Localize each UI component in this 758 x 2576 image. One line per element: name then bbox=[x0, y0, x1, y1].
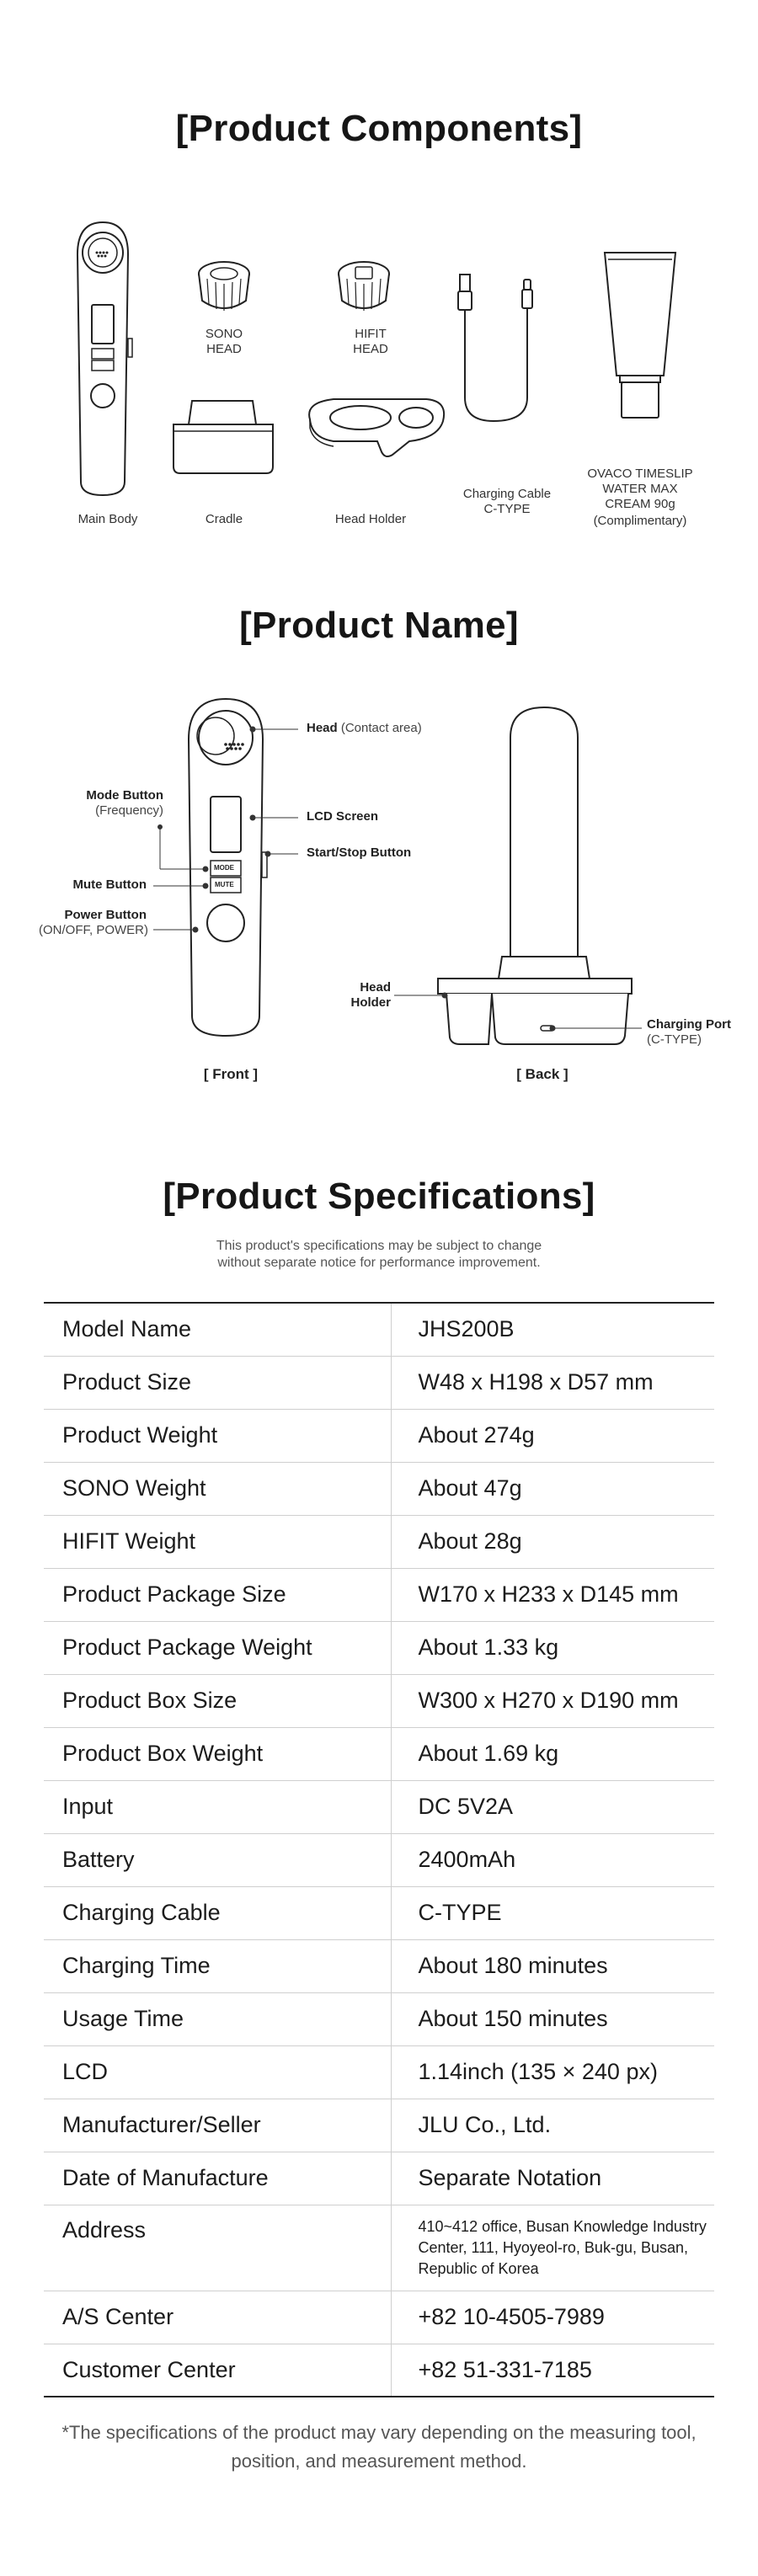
spec-value: W300 x H270 x D190 mm bbox=[418, 1688, 679, 1713]
names-title: [Product Name] bbox=[239, 605, 519, 646]
spec-value: JLU Co., Ltd. bbox=[418, 2112, 552, 2137]
spec-key: A/S Center bbox=[44, 2291, 391, 2344]
label-power-button: Power Button (ON/OFF, POWER) bbox=[39, 908, 148, 937]
table-row bbox=[44, 2205, 714, 2291]
spec-value: W170 x H233 x D145 mm bbox=[418, 1581, 679, 1607]
spec-key: Usage Time bbox=[44, 1992, 391, 2045]
spec-key: Charging Cable bbox=[44, 1886, 391, 1939]
spec-key: Product Box Weight bbox=[44, 1727, 391, 1780]
table-row bbox=[44, 1356, 714, 1409]
view-label-front: [ Front ] bbox=[203, 1066, 259, 1082]
spec-key: SONO Weight bbox=[44, 1462, 391, 1515]
table-row bbox=[44, 2045, 714, 2099]
spec-key: Model Name bbox=[44, 1303, 391, 1356]
table-row bbox=[44, 1515, 714, 1568]
table-row bbox=[44, 1674, 714, 1727]
table-row bbox=[44, 1833, 714, 1886]
label-head: Head (Contact area) bbox=[307, 721, 422, 735]
spec-table bbox=[44, 1302, 714, 2397]
spec-key: Battery bbox=[44, 1833, 391, 1886]
spec-key: Manufacturer/Seller bbox=[44, 2099, 391, 2152]
table-row bbox=[44, 2152, 714, 2205]
spec-key: HIFIT Weight bbox=[44, 1515, 391, 1568]
table-row bbox=[44, 1409, 714, 1462]
table-row bbox=[44, 1568, 714, 1621]
spec-value: About 180 minutes bbox=[418, 1953, 608, 1978]
spec-value: About 150 minutes bbox=[418, 2006, 608, 2031]
caption-main-body: Main Body bbox=[77, 512, 138, 526]
caption-sono-head: SONO HEAD bbox=[205, 327, 243, 356]
table-row bbox=[44, 1303, 714, 1356]
label-head-holder: Head Holder bbox=[350, 980, 391, 1010]
spec-value: 410~412 office, Busan Knowledge Industry Center, 111, Hyoyeol-ro, Buk-gu, Busan, Republic of Korea bbox=[418, 2217, 707, 2277]
table-row bbox=[44, 2344, 714, 2397]
spec-key: Product Box Size bbox=[44, 1674, 391, 1727]
spec-value: About 28g bbox=[418, 1528, 522, 1554]
spec-value: DC 5V2A bbox=[418, 1794, 514, 1819]
label-charging-port: Charging Port (C-TYPE) bbox=[647, 1017, 731, 1047]
view-label-back: [ Back ] bbox=[516, 1066, 568, 1082]
spec-value: About 47g bbox=[418, 1475, 522, 1501]
table-row bbox=[44, 2291, 714, 2344]
label-start-stop-button: Start/Stop Button bbox=[307, 845, 412, 860]
spec-key: LCD bbox=[44, 2045, 391, 2099]
specs-note: This product's specifications may be subject to change without separate notice for performance improvement. bbox=[216, 1239, 542, 1270]
specs-title: [Product Specifications] bbox=[163, 1176, 595, 1217]
spec-value: 1.14inch (135 × 240 px) bbox=[418, 2059, 658, 2084]
table-row bbox=[44, 1939, 714, 1992]
spec-value: W48 x H198 x D57 mm bbox=[418, 1369, 654, 1395]
table-row bbox=[44, 1780, 714, 1833]
table-row bbox=[44, 1462, 714, 1515]
caption-charging-cable: Charging Cable C-TYPE bbox=[462, 487, 552, 516]
components-title: [Product Components] bbox=[175, 108, 583, 149]
spec-value: 2400mAh bbox=[418, 1847, 516, 1872]
spec-value: About 274g bbox=[418, 1422, 535, 1448]
spec-value: About 1.33 kg bbox=[418, 1635, 559, 1660]
table-row bbox=[44, 1727, 714, 1780]
label-mode-button: Mode Button (Frequency) bbox=[86, 788, 163, 818]
spec-key: Customer Center bbox=[44, 2344, 391, 2397]
spec-value: About 1.69 kg bbox=[418, 1741, 559, 1766]
table-row bbox=[44, 2099, 714, 2152]
spec-key: Date of Manufacture bbox=[44, 2152, 391, 2205]
table-row bbox=[44, 1621, 714, 1674]
label-mute-button: Mute Button bbox=[72, 877, 147, 892]
caption-head-holder: Head Holder bbox=[334, 512, 407, 526]
spec-key: Product Package Size bbox=[44, 1568, 391, 1621]
spec-key: Address bbox=[44, 2205, 391, 2291]
caption-cradle: Cradle bbox=[205, 512, 243, 526]
caption-complimentary: (Complimentary) bbox=[593, 514, 687, 528]
spec-value: C-TYPE bbox=[418, 1900, 502, 1925]
spec-value: +82 10-4505-7989 bbox=[418, 2304, 605, 2329]
spec-key: Input bbox=[44, 1780, 391, 1833]
table-row bbox=[44, 1992, 714, 2045]
spec-value: Separate Notation bbox=[418, 2165, 602, 2190]
front-mute-key-label: MUTE bbox=[215, 881, 234, 888]
table-row bbox=[44, 1886, 714, 1939]
back-leader-lines bbox=[0, 0, 758, 1095]
spec-value: +82 51-331-7185 bbox=[418, 2356, 592, 2382]
spec-key: Charging Time bbox=[44, 1939, 391, 1992]
label-lcd-screen: LCD Screen bbox=[307, 809, 379, 824]
front-mode-key-label: MODE bbox=[214, 864, 234, 872]
caption-cream: OVACO TIMESLIP WATER MAX CREAM 90g bbox=[587, 467, 693, 511]
spec-key: Product Weight bbox=[44, 1409, 391, 1462]
spec-value: JHS200B bbox=[418, 1316, 515, 1342]
caption-hifit-head: HIFIT HEAD bbox=[353, 327, 388, 356]
spec-key: Product Package Weight bbox=[44, 1621, 391, 1674]
specs-footnote: *The specifications of the product may vary depending on the measuring tool, position, and measurement method. bbox=[61, 2422, 697, 2472]
spec-key: Product Size bbox=[44, 1356, 391, 1409]
